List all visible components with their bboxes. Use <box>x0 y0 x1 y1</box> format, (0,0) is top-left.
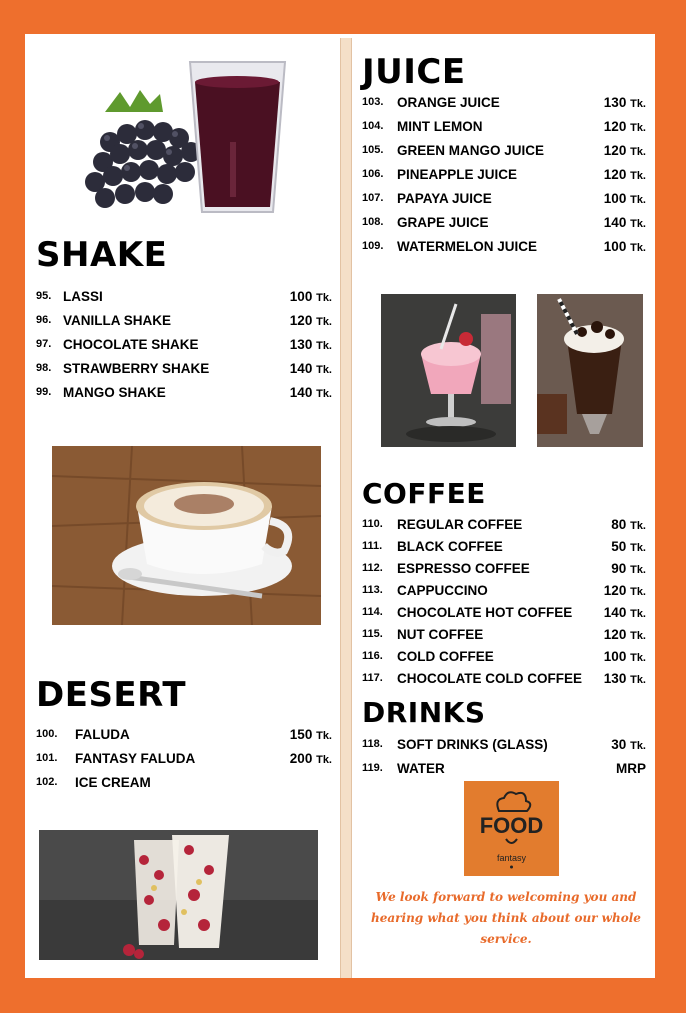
price-value: 130 <box>289 336 313 352</box>
desert-list <box>36 722 332 794</box>
price-value: 120 <box>603 626 627 642</box>
item-price <box>290 361 332 376</box>
item-number: 106. <box>362 168 384 180</box>
menu-item <box>36 722 332 746</box>
item-number: 100. <box>36 728 58 740</box>
item-name: ICE CREAM <box>75 774 151 790</box>
item-number: 118. <box>362 738 383 750</box>
item-name: BLACK COFFEE <box>397 538 503 554</box>
menu-item <box>362 645 646 667</box>
item-number: 105. <box>362 144 384 156</box>
item-number: 97. <box>36 338 52 350</box>
price-unit: Tk. <box>630 541 646 554</box>
faluda-image <box>39 830 318 960</box>
item-name: MANGO SHAKE <box>63 384 166 400</box>
item-number: 116. <box>362 650 383 662</box>
item-price <box>290 337 332 352</box>
price-value: 120 <box>603 142 627 158</box>
item-number: 117. <box>362 672 383 684</box>
item-price <box>604 627 646 642</box>
price-unit: Tk. <box>316 339 332 352</box>
menu-item <box>36 380 332 404</box>
menu-item <box>36 746 332 770</box>
price-unit: Tk. <box>630 217 646 230</box>
item-name: WATER <box>397 760 445 776</box>
strawberry-shake-image <box>381 294 516 447</box>
item-name: CHOCOLATE HOT COFFEE <box>397 604 573 620</box>
item-price <box>604 583 646 598</box>
item-price <box>604 167 646 182</box>
price-unit: Tk. <box>630 97 646 110</box>
price-unit: Tk. <box>630 585 646 598</box>
price-value: 100 <box>603 648 627 664</box>
item-number: 102. <box>36 776 58 788</box>
item-name: STRAWBERRY SHAKE <box>63 360 210 376</box>
menu-item <box>362 557 646 579</box>
menu-item <box>362 535 646 557</box>
price-unit: Tk. <box>630 673 646 686</box>
coffee-list <box>362 513 646 689</box>
item-price <box>611 539 646 554</box>
logo-sub: fantasy <box>496 853 527 863</box>
item-number: 99. <box>36 386 52 398</box>
price-unit: Tk. <box>630 607 646 620</box>
item-price <box>604 649 646 664</box>
item-number: 114. <box>362 606 383 618</box>
item-number: 103. <box>362 96 384 108</box>
price-value: 50 <box>611 538 627 554</box>
item-price <box>290 313 332 328</box>
menu-item <box>362 601 646 623</box>
item-number: 107. <box>362 192 384 204</box>
price-unit: Tk. <box>630 629 646 642</box>
item-name: CAPPUCCINO <box>397 582 488 598</box>
item-number: 96. <box>36 314 52 326</box>
price-value: 130 <box>603 94 627 110</box>
price-value: 30 <box>611 736 627 752</box>
price-value: 80 <box>611 516 627 532</box>
price-value: 140 <box>289 360 313 376</box>
price-value: 100 <box>603 238 627 254</box>
juice-title: JUICE <box>362 52 466 92</box>
item-name: REGULAR COFFEE <box>397 516 523 532</box>
menu-item <box>362 623 646 645</box>
item-name: NUT COFFEE <box>397 626 484 642</box>
price-unit: Tk. <box>316 315 332 328</box>
item-name: ESPRESSO COFFEE <box>397 560 530 576</box>
price-value: 200 <box>289 750 313 766</box>
item-number: 111. <box>362 540 383 552</box>
price-unit: Tk. <box>630 651 646 664</box>
menu-item <box>362 138 646 162</box>
item-number: 104. <box>362 120 384 132</box>
item-price <box>604 191 646 206</box>
menu-item <box>362 756 646 780</box>
item-price <box>611 737 646 752</box>
drinks-title: DRINKS <box>362 696 486 729</box>
menu-item <box>362 513 646 535</box>
menu-item <box>36 284 332 308</box>
menu-item <box>36 308 332 332</box>
item-number: 108. <box>362 216 384 228</box>
price-unit: Tk. <box>316 753 332 766</box>
juice-list <box>362 90 646 258</box>
price-value: 90 <box>611 560 627 576</box>
item-name: GREEN MANGO JUICE <box>397 142 545 158</box>
price-unit: Tk. <box>630 169 646 182</box>
item-number: 95. <box>36 290 52 302</box>
menu-item <box>362 186 646 210</box>
item-price <box>616 761 646 776</box>
item-price <box>604 119 646 134</box>
shake-title: SHAKE <box>36 235 168 275</box>
item-name: VANILLA SHAKE <box>63 312 171 328</box>
item-price <box>290 385 332 400</box>
item-name: COLD COFFEE <box>397 648 494 664</box>
item-price <box>290 751 332 766</box>
menu-item <box>36 770 332 794</box>
item-number: 119. <box>362 762 383 774</box>
item-price <box>290 289 332 304</box>
price-value: 140 <box>603 214 627 230</box>
price-value: 120 <box>603 166 627 182</box>
desert-title: DESERT <box>36 675 187 715</box>
price-unit: Tk. <box>630 563 646 576</box>
menu-item <box>362 667 646 689</box>
shake-list <box>36 284 332 404</box>
logo-word: FOOD <box>479 813 544 838</box>
menu-item <box>362 234 646 258</box>
price-unit: Tk. <box>630 145 646 158</box>
item-number: 110. <box>362 518 383 530</box>
price-value: 100 <box>603 190 627 206</box>
item-name: GRAPE JUICE <box>397 214 489 230</box>
price-unit: Tk. <box>316 387 332 400</box>
grape-juice-image <box>75 52 295 222</box>
item-price <box>611 561 646 576</box>
item-price <box>604 239 646 254</box>
item-price <box>604 95 646 110</box>
price-value: MRP <box>616 760 646 776</box>
item-price <box>604 143 646 158</box>
price-unit: Tk. <box>630 739 646 752</box>
chocolate-shake-image <box>537 294 643 447</box>
item-number: 109. <box>362 240 384 252</box>
item-name: PINEAPPLE JUICE <box>397 166 518 182</box>
price-unit: Tk. <box>630 241 646 254</box>
item-name: CHOCOLATE SHAKE <box>63 336 199 352</box>
item-number: 112. <box>362 562 383 574</box>
drinks-list <box>362 732 646 780</box>
price-value: 120 <box>603 582 627 598</box>
menu-item <box>362 732 646 756</box>
item-name: FANTASY FALUDA <box>75 750 196 766</box>
item-name: SOFT DRINKS (GLASS) <box>397 736 548 752</box>
price-value: 100 <box>289 288 313 304</box>
item-price <box>290 727 332 742</box>
item-number: 113. <box>362 584 383 596</box>
tagline: We look forward to welcoming you and hearing what you think about our whole service. <box>371 890 641 946</box>
price-value: 150 <box>289 726 313 742</box>
item-name: MINT LEMON <box>397 118 483 134</box>
menu-item <box>36 332 332 356</box>
menu-item <box>362 579 646 601</box>
price-value: 140 <box>603 604 627 620</box>
item-name: LASSI <box>63 288 103 304</box>
price-unit: Tk. <box>630 519 646 532</box>
item-price <box>604 671 646 686</box>
item-number: 98. <box>36 362 52 374</box>
item-name: FALUDA <box>75 726 130 742</box>
coffee-title: COFFEE <box>362 477 486 510</box>
cappuccino-image <box>52 446 321 625</box>
price-unit: Tk. <box>630 121 646 134</box>
column-divider <box>340 38 352 978</box>
item-name: WATERMELON JUICE <box>397 238 538 254</box>
price-value: 140 <box>289 384 313 400</box>
menu-item <box>362 210 646 234</box>
menu-item <box>362 114 646 138</box>
price-value: 130 <box>603 670 627 686</box>
price-unit: Tk. <box>316 291 332 304</box>
item-number: 101. <box>36 752 58 764</box>
price-value: 120 <box>603 118 627 134</box>
item-name: PAPAYA JUICE <box>397 190 492 206</box>
menu-item <box>362 90 646 114</box>
item-price <box>611 517 646 532</box>
food-fantasy-logo <box>464 781 559 876</box>
price-unit: Tk. <box>316 363 332 376</box>
price-value: 120 <box>289 312 313 328</box>
item-price <box>604 605 646 620</box>
item-number: 115. <box>362 628 383 640</box>
item-name: CHOCOLATE COLD COFFEE <box>397 670 582 686</box>
menu-item <box>36 356 332 380</box>
menu-item <box>362 162 646 186</box>
price-unit: Tk. <box>316 729 332 742</box>
item-name: ORANGE JUICE <box>397 94 500 110</box>
price-unit: Tk. <box>630 193 646 206</box>
item-price <box>604 215 646 230</box>
